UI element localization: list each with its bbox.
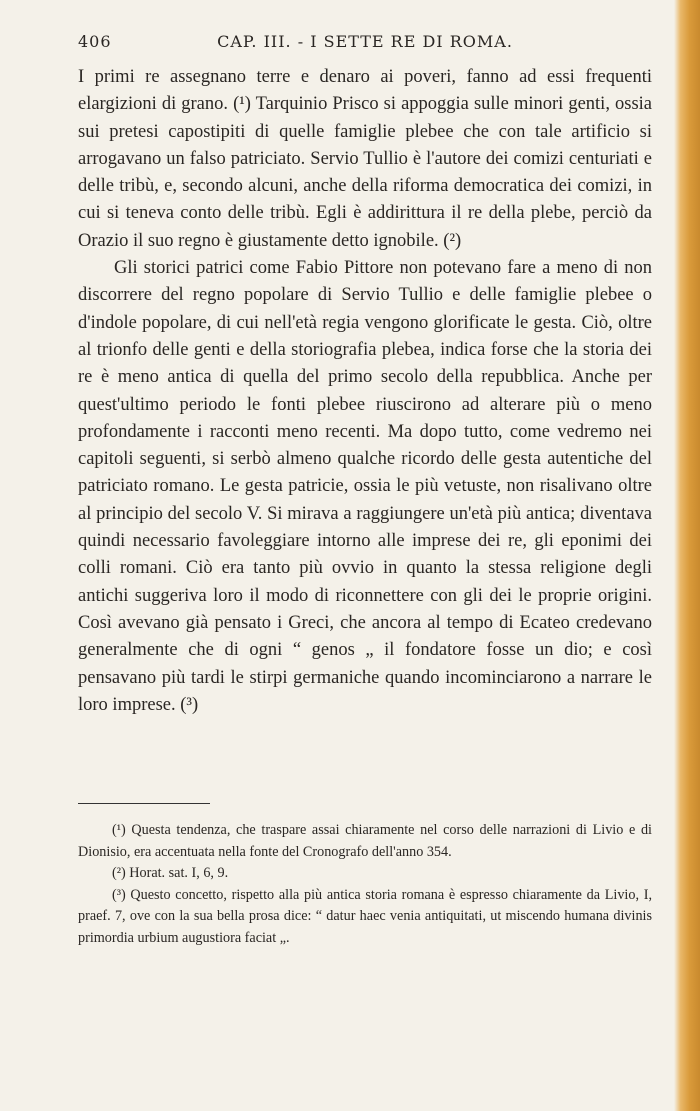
main-text: [78, 64, 652, 719]
paragraph-2: Gli storici patrici come Fabio Pittore non potevano fare a meno di non discorrere del regno popolare di Servio Tullio e delle famiglie plebee o d'indole popolare, di cui nell'età regia vengono glorificate le gesta. Ciò, oltre al trionfo delle genti e della storiografia plebea, indica forse che la storia dei re è meno antica di quella del primo secolo della repubblica. Anche per quest'ultimo periodo le fonti plebee riuscirono ad alterare più o meno profondamente i racconti meno recenti. Ma dopo tutto, come vedremo nei capitoli seguenti, si serbò almeno qualche ricordo delle gesta autentiche del patriciato romano. Le gesta patricie, ossia le più vetuste, non risalivano oltre al principio del secolo V. Si mirava a raggiungere un'età più antica; diventava quindi necessario favoleggiare intorno alle imprese dei re, gli eponimi dei colli romani. Ciò era tanto più ovvio in quanto la stessa religione degli antichi suggeriva loro il modo di riconnettere con gli dei le proprie origini. Così avevano già pensato i Greci, che ancora al tempo di Ecateo credevano generalmente che di ogni “ genos „ il fondatore fosse un dio; e così pensavano più tardi le stirpi germaniche quando incominciarono a narrare le loro imprese. (³): [78, 258, 652, 715]
page-number: 406: [78, 32, 112, 51]
footnote-separator: [78, 803, 210, 804]
footnote-2: (²) Horat. sat. I, 6, 9.: [112, 865, 229, 881]
running-title: CAP. III. - I SETTE RE DI ROMA.: [217, 32, 513, 51]
page-edge: [674, 0, 700, 1111]
footnote-3: (³) Questo concetto, rispetto alla più antica storia romana è espresso chiaramente da Livio, I, praef. 7, ove con la sua bella prosa dice: “ datur haec venia antiquitati, ut miscendo humana divinis primordia urbium augustiora faciat „.: [78, 886, 652, 946]
footnote-1: (¹) Questa tendenza, che traspare assai chiaramente nel corso delle narrazioni di Livio e di Dionisio, era accentuata nella fonte del Cronografo dell'anno 354.: [78, 822, 652, 860]
page-header: [78, 32, 652, 56]
paragraph-1: I primi re assegnano terre e denaro ai poveri, fanno ad essi frequenti elargizioni di grano. (¹) Tarquinio Prisco si appoggia sulle minori genti, ossia sui pretesi capostipiti di quelle famiglie plebee che con tale artificio si arrogavano un falso patriciato. Servio Tullio è l'autore dei comizi centuriati e delle tribù, e, secondo alcuni, anche della riforma democratica dei comizi, in cui si teneva conto delle tribù. Egli è addirittura il re della plebe, perciò da Orazio il suo regno è giustamente detto ignobile. (²): [78, 67, 652, 251]
footnotes: [78, 820, 652, 949]
